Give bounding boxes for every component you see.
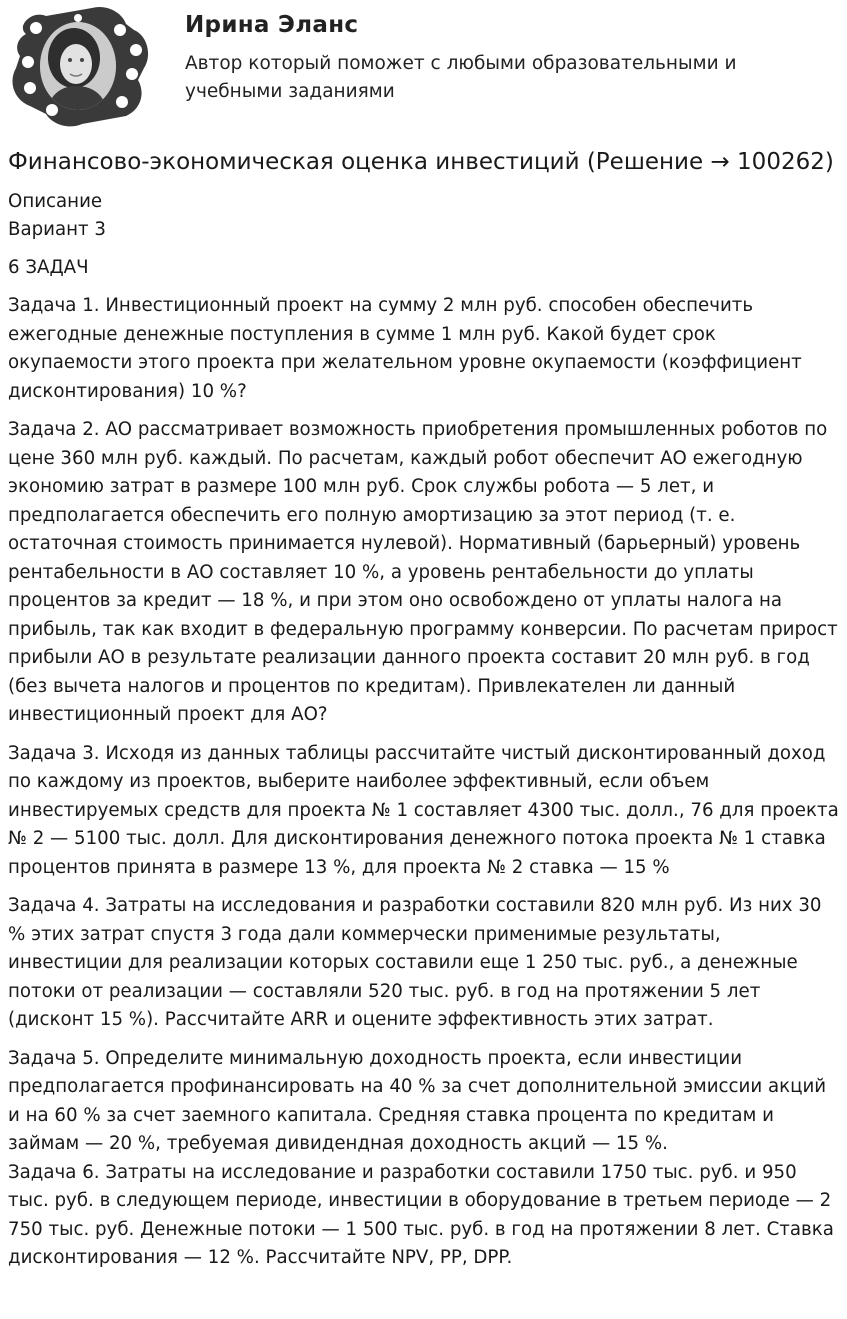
- task-5: Задача 5. Определите минимальную доходность проекта, если инвестиции предполагается профинансировать на 40 % за счет дополнительной эмиссии акций и на 60 % за счет заемного капитала. Средняя ставка процента по кредитам и займам — 20 %, требуемая дивидендная доходность акций — 15 %.: [8, 1047, 827, 1154]
- description-label: Описание: [8, 191, 103, 212]
- author-header: [0, 0, 847, 135]
- task-4: Задача 4. Затраты на исследования и разработки составили 820 млн руб. Из них 30 % этих затрат спустя 3 года дали коммерчески применимые результаты, инвестиции для реализации которых составили еще 1 250 тыс. руб., а денежные потоки от реализации — составляли 520 тыс. руб. в год на протяжении 5 лет (дисконт 15 %). Рассчитайте ARR и оцените эффективность этих затрат.: [8, 895, 822, 1030]
- variant-label: Вариант 3: [8, 219, 106, 240]
- author-avatar[interactable]: [6, 6, 152, 128]
- author-name[interactable]: Ирина Эланс: [185, 12, 359, 38]
- task-1: Задача 1. Инвестиционный проект на сумму 2 млн руб. способен обеспечить ежегодные денежные поступления в сумме 1 млн руб. Какой будет срок окупаемости этого проекта при желательном уровне окупаемости (коэффициент дисконтирования) 10 %?: [8, 295, 802, 402]
- document-content: [8, 148, 840, 1273]
- task-2: Задача 2. АО рассматривает возможность приобретения промышленных роботов по цене 360 млн руб. каждый. По расчетам, каждый робот обеспечит АО ежегодную экономию затрат в размере 100 млн руб. Срок службы робота — 5 лет, и предполагается обеспечить его полную амортизацию за этот период (т. е. остаточная стоимость принимается нулевой). Нормативный (барьерный) уровень рентабельности в АО составляет 10 %, а уровень рентабельности до уплаты процентов за кредит — 18 %, и при этом оно освобождено от уплаты налога на прибыль, так как входит в федеральную программу конверсии. По расчетам прирост прибыли АО в результате реализации данного проекта составит 20 млн руб. в год (без вычета налогов и процентов по кредитам). Привлекателен ли данный инвестиционный проект для АО?: [8, 419, 838, 725]
- document-title: Финансово-экономическая оценка инвестиций (Решение → 100262): [8, 149, 834, 175]
- task-3: Задача 3. Исходя из данных таблицы рассчитайте чистый дисконтированный доход по каждому из проектов, выберите наиболее эффективный, если объем инвестируемых средств для проекта № 1 составляет 4300 тыс. долл., 76 для проекта № 2 — 5100 тыс. долл. Для дисконтирования денежного потока проекта № 1 ставка процентов принята в размере 13 %, для проекта № 2 ставка — 15 %: [8, 742, 839, 878]
- task-6: Задача 6. Затраты на исследование и разработки составили 1750 тыс. руб. и 950 тыс. руб. в следующем периоде, инвестиции в оборудование в третьем периоде — 2 750 тыс. руб. Денежные потоки — 1 500 тыс. руб. в год на протяжении 8 лет. Ставка дисконтирования — 12 %. Рассчитайте NPV, PP, DPP.: [8, 1161, 834, 1268]
- author-description: Автор который поможет с любыми образовательными и учебными заданиями: [185, 53, 737, 102]
- film-reel-avatar-icon: [6, 6, 152, 128]
- tasks-count: 6 ЗАДАЧ: [8, 257, 89, 278]
